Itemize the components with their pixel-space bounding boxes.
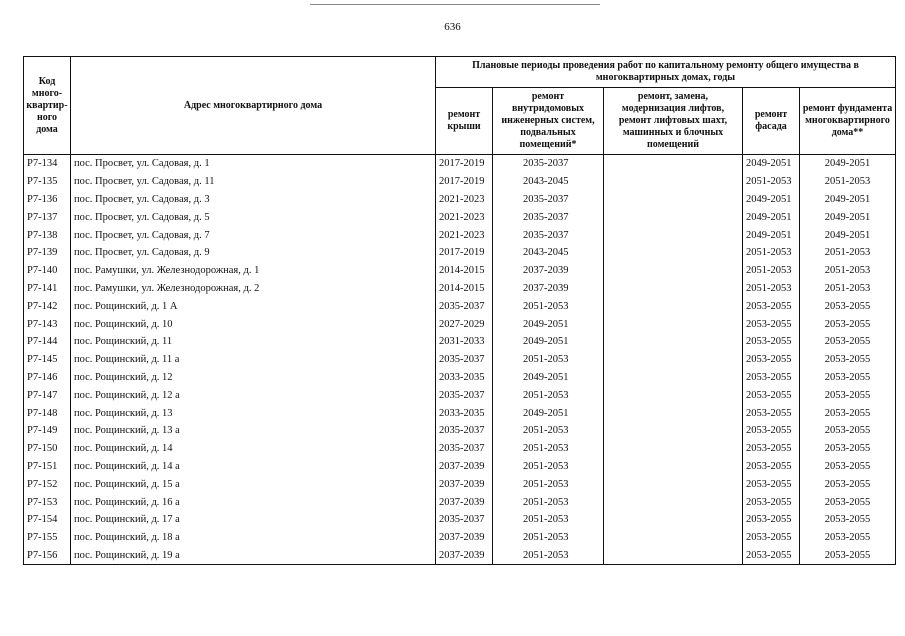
cell-code: Р7-141 [24,280,71,298]
cell-facade: 2049-2051 [743,155,800,173]
cell-address: пос. Рощинский, д. 11 [71,333,436,351]
cell-lifts [604,244,743,262]
cell-engineering: 2043-2045 [493,173,604,191]
header-group-periods: Плановые периоды проведения работ по капитальному ремонту общего имущества в многоквартирных домах, годы [436,57,896,88]
cell-lifts [604,297,743,315]
cell-engineering: 2037-2039 [493,280,604,298]
table-row [24,493,896,511]
cell-address: пос. Рощинский, д. 16 а [71,493,436,511]
cell-roof: 2017-2019 [436,155,493,173]
cell-foundation: 2053-2055 [800,458,896,476]
cell-lifts [604,529,743,547]
cell-roof: 2035-2037 [436,351,493,369]
cell-engineering: 2051-2053 [493,386,604,404]
cell-facade: 2053-2055 [743,529,800,547]
cell-foundation: 2053-2055 [800,369,896,387]
cell-address: пос. Рощинский, д. 12 а [71,386,436,404]
cell-facade: 2053-2055 [743,297,800,315]
cell-code: Р7-148 [24,404,71,422]
header-code: Код много-квартир-ного дома [24,57,71,155]
cell-foundation: 2053-2055 [800,511,896,529]
cell-code: Р7-144 [24,333,71,351]
cell-address: пос. Рамушки, ул. Железнодорожная, д. 1 [71,262,436,280]
table-row [24,297,896,315]
cell-engineering: 2051-2053 [493,422,604,440]
cell-foundation: 2053-2055 [800,386,896,404]
cell-roof: 2035-2037 [436,440,493,458]
cell-engineering: 2051-2053 [493,547,604,565]
cell-lifts [604,208,743,226]
cell-foundation: 2049-2051 [800,191,896,209]
cell-facade: 2053-2055 [743,351,800,369]
cell-facade: 2053-2055 [743,493,800,511]
cell-address: пос. Рощинский, д. 13 а [71,422,436,440]
cell-engineering: 2051-2053 [493,511,604,529]
table-row [24,440,896,458]
cell-facade: 2053-2055 [743,440,800,458]
cell-address: пос. Рощинский, д. 11 а [71,351,436,369]
cell-address: пос. Рощинский, д. 10 [71,315,436,333]
cell-address: пос. Просвет, ул. Садовая, д. 1 [71,155,436,173]
cell-address: пос. Просвет, ул. Садовая, д. 11 [71,173,436,191]
table-row [24,226,896,244]
cell-code: Р7-143 [24,315,71,333]
table-row [24,280,896,298]
header-address: Адрес многоквартирного дома [71,57,436,155]
cell-facade: 2053-2055 [743,458,800,476]
cell-lifts [604,173,743,191]
cell-roof: 2037-2039 [436,529,493,547]
cell-lifts [604,226,743,244]
cell-code: Р7-153 [24,493,71,511]
table-row [24,262,896,280]
cell-code: Р7-152 [24,475,71,493]
cell-address: пос. Просвет, ул. Садовая, д. 5 [71,208,436,226]
cell-address: пос. Рощинский, д. 14 а [71,458,436,476]
cell-engineering: 2037-2039 [493,262,604,280]
cell-lifts [604,369,743,387]
table-row [24,547,896,565]
cell-roof: 2037-2039 [436,458,493,476]
page-number: 636 [444,21,461,33]
cell-foundation: 2051-2053 [800,244,896,262]
cell-roof: 2017-2019 [436,244,493,262]
header-roof: ремонт крыши [436,88,493,155]
cell-roof: 2033-2035 [436,404,493,422]
table-row [24,404,896,422]
cell-foundation: 2053-2055 [800,493,896,511]
cell-lifts [604,315,743,333]
cell-roof: 2027-2029 [436,315,493,333]
cell-engineering: 2051-2053 [493,351,604,369]
cell-engineering: 2051-2053 [493,493,604,511]
cell-engineering: 2049-2051 [493,404,604,422]
cell-foundation: 2053-2055 [800,404,896,422]
table-row [24,511,896,529]
cell-facade: 2053-2055 [743,475,800,493]
cell-roof: 2035-2037 [436,297,493,315]
table-row [24,315,896,333]
cell-foundation: 2053-2055 [800,547,896,565]
cell-address: пос. Рощинский, д. 14 [71,440,436,458]
cell-code: Р7-142 [24,297,71,315]
cell-lifts [604,386,743,404]
cell-address: пос. Просвет, ул. Садовая, д. 3 [71,191,436,209]
top-rule [310,4,600,5]
cell-facade: 2053-2055 [743,386,800,404]
cell-roof: 2033-2035 [436,369,493,387]
cell-address: пос. Рощинский, д. 15 а [71,475,436,493]
cell-engineering: 2051-2053 [493,297,604,315]
cell-engineering: 2051-2053 [493,458,604,476]
cell-facade: 2053-2055 [743,369,800,387]
cell-facade: 2049-2051 [743,226,800,244]
header-foundation: ремонт фундамента многоквартирного дома** [800,88,896,155]
cell-code: Р7-136 [24,191,71,209]
cell-roof: 2037-2039 [436,547,493,565]
cell-code: Р7-138 [24,226,71,244]
cell-facade: 2053-2055 [743,547,800,565]
cell-code: Р7-145 [24,351,71,369]
cell-lifts [604,333,743,351]
cell-foundation: 2053-2055 [800,422,896,440]
cell-facade: 2051-2053 [743,173,800,191]
header-engineering: ремонт внутридомовых инженерных систем, подвальных помещений* [493,88,604,155]
cell-roof: 2021-2023 [436,226,493,244]
cell-roof: 2037-2039 [436,493,493,511]
cell-address: пос. Рощинский, д. 12 [71,369,436,387]
cell-engineering: 2043-2045 [493,244,604,262]
cell-lifts [604,262,743,280]
cell-facade: 2053-2055 [743,315,800,333]
cell-roof: 2021-2023 [436,191,493,209]
table-body [24,155,896,565]
cell-facade: 2053-2055 [743,404,800,422]
cell-roof: 2017-2019 [436,173,493,191]
table-row [24,351,896,369]
cell-roof: 2021-2023 [436,208,493,226]
cell-engineering: 2049-2051 [493,369,604,387]
cell-facade: 2053-2055 [743,422,800,440]
table-row [24,458,896,476]
cell-code: Р7-134 [24,155,71,173]
cell-facade: 2053-2055 [743,511,800,529]
cell-address: пос. Рощинский, д. 13 [71,404,436,422]
cell-lifts [604,547,743,565]
cell-code: Р7-149 [24,422,71,440]
table-row [24,208,896,226]
cell-engineering: 2035-2037 [493,191,604,209]
table-row [24,422,896,440]
cell-foundation: 2049-2051 [800,208,896,226]
cell-address: пос. Рощинский, д. 17 а [71,511,436,529]
cell-lifts [604,458,743,476]
cell-engineering: 2035-2037 [493,155,604,173]
table-row [24,155,896,173]
repair-schedule-table [23,56,896,565]
cell-foundation: 2053-2055 [800,440,896,458]
cell-engineering: 2051-2053 [493,440,604,458]
cell-roof: 2031-2033 [436,333,493,351]
cell-address: пос. Рощинский, д. 1 А [71,297,436,315]
cell-lifts [604,475,743,493]
cell-engineering: 2049-2051 [493,333,604,351]
cell-engineering: 2051-2053 [493,475,604,493]
cell-facade: 2051-2053 [743,262,800,280]
cell-lifts [604,422,743,440]
cell-engineering: 2035-2037 [493,226,604,244]
cell-lifts [604,351,743,369]
cell-lifts [604,511,743,529]
cell-code: Р7-154 [24,511,71,529]
cell-foundation: 2051-2053 [800,173,896,191]
cell-foundation: 2051-2053 [800,262,896,280]
cell-code: Р7-156 [24,547,71,565]
cell-address: пос. Рощинский, д. 18 а [71,529,436,547]
table-row [24,475,896,493]
cell-lifts [604,493,743,511]
cell-facade: 2049-2051 [743,191,800,209]
cell-address: пос. Рощинский, д. 19 а [71,547,436,565]
cell-facade: 2051-2053 [743,244,800,262]
header-lifts: ремонт, замена, модернизация лифтов, ремонт лифтовых шахт, машинных и блочных помещений [604,88,743,155]
cell-roof: 2035-2037 [436,422,493,440]
cell-foundation: 2053-2055 [800,333,896,351]
cell-facade: 2053-2055 [743,333,800,351]
cell-foundation: 2053-2055 [800,351,896,369]
cell-foundation: 2051-2053 [800,280,896,298]
cell-address: пос. Рамушки, ул. Железнодорожная, д. 2 [71,280,436,298]
table-row [24,173,896,191]
cell-engineering: 2051-2053 [493,529,604,547]
cell-lifts [604,440,743,458]
cell-foundation: 2049-2051 [800,155,896,173]
table-row [24,369,896,387]
cell-code: Р7-140 [24,262,71,280]
cell-engineering: 2035-2037 [493,208,604,226]
cell-facade: 2049-2051 [743,208,800,226]
cell-roof: 2035-2037 [436,386,493,404]
cell-lifts [604,155,743,173]
cell-engineering: 2049-2051 [493,315,604,333]
table-row [24,386,896,404]
cell-roof: 2014-2015 [436,280,493,298]
table-row [24,191,896,209]
cell-lifts [604,404,743,422]
cell-address: пос. Просвет, ул. Садовая, д. 7 [71,226,436,244]
cell-roof: 2035-2037 [436,511,493,529]
cell-code: Р7-155 [24,529,71,547]
table-row [24,529,896,547]
cell-code: Р7-150 [24,440,71,458]
cell-code: Р7-135 [24,173,71,191]
cell-code: Р7-151 [24,458,71,476]
cell-address: пос. Просвет, ул. Садовая, д. 9 [71,244,436,262]
cell-facade: 2051-2053 [743,280,800,298]
cell-code: Р7-139 [24,244,71,262]
table-row [24,244,896,262]
cell-foundation: 2053-2055 [800,315,896,333]
cell-foundation: 2049-2051 [800,226,896,244]
cell-roof: 2014-2015 [436,262,493,280]
cell-foundation: 2053-2055 [800,297,896,315]
table-row [24,333,896,351]
cell-foundation: 2053-2055 [800,529,896,547]
cell-code: Р7-147 [24,386,71,404]
cell-code: Р7-137 [24,208,71,226]
cell-roof: 2037-2039 [436,475,493,493]
cell-lifts [604,191,743,209]
cell-lifts [604,280,743,298]
cell-foundation: 2053-2055 [800,475,896,493]
header-facade: ремонт фасада [743,88,800,155]
cell-code: Р7-146 [24,369,71,387]
